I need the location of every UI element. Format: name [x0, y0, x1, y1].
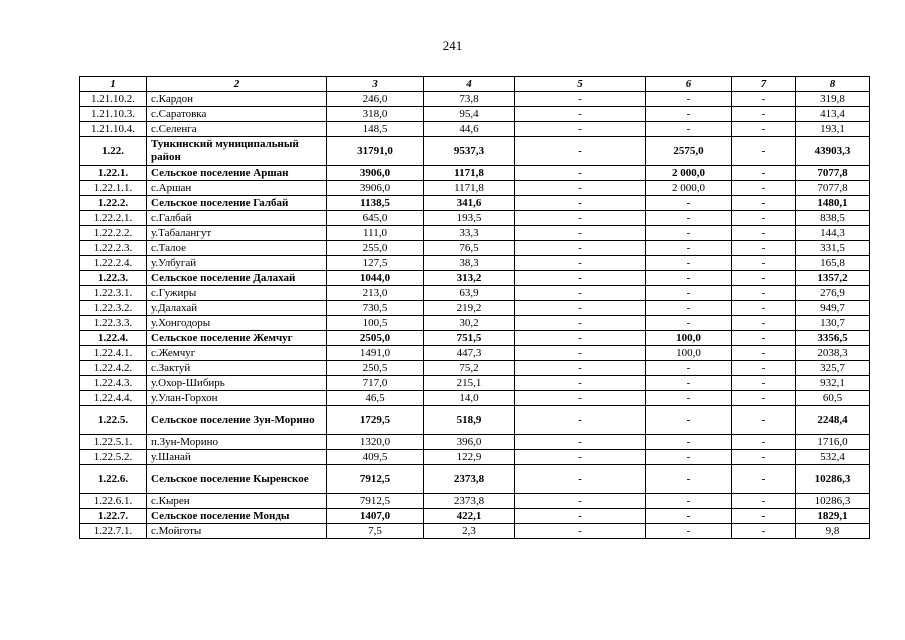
- table-row: [80, 465, 870, 494]
- col4-value-cell: 9537,3: [424, 137, 515, 166]
- header-cell: 1: [80, 77, 147, 92]
- col7-value-cell: -: [732, 435, 796, 450]
- row-name-cell: с.Саратовка: [147, 107, 327, 122]
- col7-value-cell: -: [732, 346, 796, 361]
- table-row: [80, 450, 870, 465]
- row-code-cell: 1.22.2.3.: [80, 241, 147, 256]
- row-name-cell: у.Далахай: [147, 301, 327, 316]
- col6-value-cell: -: [646, 92, 732, 107]
- col6-value-cell: -: [646, 122, 732, 137]
- col3-value-cell: 46,5: [327, 391, 424, 406]
- col6-value-cell: -: [646, 376, 732, 391]
- col4-value-cell: 33,3: [424, 226, 515, 241]
- col6-value-cell: -: [646, 271, 732, 286]
- total-value-cell: 2038,3: [796, 346, 870, 361]
- col7-value-cell: -: [732, 465, 796, 494]
- row-code-cell: 1.22.5.2.: [80, 450, 147, 465]
- col4-value-cell: 30,2: [424, 316, 515, 331]
- row-code-cell: 1.21.10.2.: [80, 92, 147, 107]
- row-name-cell: Сельское поселение Кыренское: [147, 465, 327, 494]
- col6-value-cell: -: [646, 211, 732, 226]
- total-value-cell: 1480,1: [796, 196, 870, 211]
- header-cell: 7: [732, 77, 796, 92]
- col4-value-cell: 2,3: [424, 524, 515, 539]
- table-row: [80, 196, 870, 211]
- row-code-cell: 1.22.3.1.: [80, 286, 147, 301]
- col6-value-cell: -: [646, 509, 732, 524]
- col4-value-cell: 73,8: [424, 92, 515, 107]
- table-row: [80, 181, 870, 196]
- row-code-cell: 1.22.3.3.: [80, 316, 147, 331]
- col4-value-cell: 313,2: [424, 271, 515, 286]
- total-value-cell: 165,8: [796, 256, 870, 271]
- page-number: 241: [442, 38, 463, 53]
- col3-value-cell: 2505,0: [327, 331, 424, 346]
- col4-value-cell: 122,9: [424, 450, 515, 465]
- col3-value-cell: 645,0: [327, 211, 424, 226]
- col4-value-cell: 751,5: [424, 331, 515, 346]
- col5-value-cell: -: [515, 107, 646, 122]
- col6-value-cell: -: [646, 494, 732, 509]
- col4-value-cell: 75,2: [424, 361, 515, 376]
- col3-value-cell: 7912,5: [327, 494, 424, 509]
- table-row: [80, 166, 870, 181]
- col7-value-cell: -: [732, 301, 796, 316]
- row-name-cell: с.Галбай: [147, 211, 327, 226]
- col5-value-cell: -: [515, 256, 646, 271]
- col5-value-cell: -: [515, 196, 646, 211]
- table-row: [80, 256, 870, 271]
- table-row: [80, 435, 870, 450]
- col3-value-cell: 7,5: [327, 524, 424, 539]
- col6-value-cell: -: [646, 435, 732, 450]
- col5-value-cell: -: [515, 346, 646, 361]
- col3-value-cell: 1044,0: [327, 271, 424, 286]
- col3-value-cell: 1729,5: [327, 406, 424, 435]
- col3-value-cell: 3906,0: [327, 166, 424, 181]
- col3-value-cell: 3906,0: [327, 181, 424, 196]
- total-value-cell: 10286,3: [796, 465, 870, 494]
- col3-value-cell: 250,5: [327, 361, 424, 376]
- col6-value-cell: -: [646, 406, 732, 435]
- total-value-cell: 331,5: [796, 241, 870, 256]
- header-cell: 4: [424, 77, 515, 92]
- col7-value-cell: -: [732, 316, 796, 331]
- col6-value-cell: -: [646, 286, 732, 301]
- row-name-cell: у.Улан-Горхон: [147, 391, 327, 406]
- col4-value-cell: 396,0: [424, 435, 515, 450]
- col3-value-cell: 127,5: [327, 256, 424, 271]
- row-code-cell: 1.22.7.1.: [80, 524, 147, 539]
- col6-value-cell: 2575,0: [646, 137, 732, 166]
- total-value-cell: 10286,3: [796, 494, 870, 509]
- row-code-cell: 1.22.4.1.: [80, 346, 147, 361]
- total-value-cell: 838,5: [796, 211, 870, 226]
- row-code-cell: 1.22.6.1.: [80, 494, 147, 509]
- col6-value-cell: -: [646, 361, 732, 376]
- col5-value-cell: -: [515, 301, 646, 316]
- col4-value-cell: 1171,8: [424, 181, 515, 196]
- row-code-cell: 1.21.10.3.: [80, 107, 147, 122]
- col5-value-cell: -: [515, 166, 646, 181]
- row-code-cell: 1.22.2.1.: [80, 211, 147, 226]
- table-row: [80, 286, 870, 301]
- col5-value-cell: -: [515, 361, 646, 376]
- table-header-row: [80, 77, 870, 92]
- total-value-cell: 413,4: [796, 107, 870, 122]
- budget-table: [79, 76, 870, 539]
- table-row: [80, 271, 870, 286]
- col6-value-cell: -: [646, 196, 732, 211]
- total-value-cell: 9,8: [796, 524, 870, 539]
- col5-value-cell: -: [515, 316, 646, 331]
- col6-value-cell: -: [646, 316, 732, 331]
- row-code-cell: 1.22.1.1.: [80, 181, 147, 196]
- col6-value-cell: -: [646, 465, 732, 494]
- total-value-cell: 325,7: [796, 361, 870, 376]
- row-name-cell: у.Табалангут: [147, 226, 327, 241]
- row-code-cell: 1.22.4.: [80, 331, 147, 346]
- row-code-cell: 1.22.2.2.: [80, 226, 147, 241]
- col7-value-cell: -: [732, 92, 796, 107]
- col3-value-cell: 717,0: [327, 376, 424, 391]
- col6-value-cell: -: [646, 226, 732, 241]
- col4-value-cell: 193,5: [424, 211, 515, 226]
- row-code-cell: 1.22.7.: [80, 509, 147, 524]
- row-name-cell: у.Шанай: [147, 450, 327, 465]
- col3-value-cell: 1407,0: [327, 509, 424, 524]
- table-row: [80, 494, 870, 509]
- col7-value-cell: -: [732, 494, 796, 509]
- col5-value-cell: -: [515, 226, 646, 241]
- col5-value-cell: -: [515, 286, 646, 301]
- table-row: [80, 122, 870, 137]
- row-name-cell: с.Гужиры: [147, 286, 327, 301]
- col6-value-cell: -: [646, 107, 732, 122]
- row-name-cell: Сельское поселение Галбай: [147, 196, 327, 211]
- table-row: [80, 301, 870, 316]
- row-code-cell: 1.22.2.: [80, 196, 147, 211]
- col4-value-cell: 219,2: [424, 301, 515, 316]
- table-row: [80, 316, 870, 331]
- row-name-cell: с.Селенга: [147, 122, 327, 137]
- table-row: [80, 211, 870, 226]
- col3-value-cell: 213,0: [327, 286, 424, 301]
- col7-value-cell: -: [732, 122, 796, 137]
- col6-value-cell: -: [646, 301, 732, 316]
- row-name-cell: у.Хонгодоры: [147, 316, 327, 331]
- col5-value-cell: -: [515, 524, 646, 539]
- col6-value-cell: 100,0: [646, 331, 732, 346]
- col4-value-cell: 14,0: [424, 391, 515, 406]
- col5-value-cell: -: [515, 391, 646, 406]
- total-value-cell: 193,1: [796, 122, 870, 137]
- row-name-cell: с.Кардон: [147, 92, 327, 107]
- row-code-cell: 1.22.5.1.: [80, 435, 147, 450]
- col5-value-cell: -: [515, 211, 646, 226]
- total-value-cell: 43903,3: [796, 137, 870, 166]
- col7-value-cell: -: [732, 226, 796, 241]
- col7-value-cell: -: [732, 241, 796, 256]
- table-row: [80, 361, 870, 376]
- total-value-cell: 932,1: [796, 376, 870, 391]
- col4-value-cell: 38,3: [424, 256, 515, 271]
- total-value-cell: 7077,8: [796, 181, 870, 196]
- row-code-cell: 1.21.10.4.: [80, 122, 147, 137]
- col6-value-cell: 2 000,0: [646, 166, 732, 181]
- table-row: [80, 346, 870, 361]
- row-code-cell: 1.22.: [80, 137, 147, 166]
- col5-value-cell: -: [515, 137, 646, 166]
- col4-value-cell: 518,9: [424, 406, 515, 435]
- col7-value-cell: -: [732, 181, 796, 196]
- col4-value-cell: 2373,8: [424, 465, 515, 494]
- row-name-cell: п.Зун-Морино: [147, 435, 327, 450]
- col7-value-cell: -: [732, 331, 796, 346]
- total-value-cell: 3356,5: [796, 331, 870, 346]
- col3-value-cell: 1138,5: [327, 196, 424, 211]
- total-value-cell: 949,7: [796, 301, 870, 316]
- total-value-cell: 144,3: [796, 226, 870, 241]
- total-value-cell: 319,8: [796, 92, 870, 107]
- row-code-cell: 1.22.4.3.: [80, 376, 147, 391]
- row-code-cell: 1.22.4.2.: [80, 361, 147, 376]
- col5-value-cell: -: [515, 406, 646, 435]
- col5-value-cell: -: [515, 494, 646, 509]
- total-value-cell: 7077,8: [796, 166, 870, 181]
- total-value-cell: 1357,2: [796, 271, 870, 286]
- col3-value-cell: 255,0: [327, 241, 424, 256]
- total-value-cell: 532,4: [796, 450, 870, 465]
- header-cell: 2: [147, 77, 327, 92]
- col4-value-cell: 1171,8: [424, 166, 515, 181]
- col5-value-cell: -: [515, 450, 646, 465]
- col3-value-cell: 246,0: [327, 92, 424, 107]
- col4-value-cell: 2373,8: [424, 494, 515, 509]
- col5-value-cell: -: [515, 241, 646, 256]
- total-value-cell: 276,9: [796, 286, 870, 301]
- col5-value-cell: -: [515, 331, 646, 346]
- col3-value-cell: 730,5: [327, 301, 424, 316]
- col7-value-cell: -: [732, 376, 796, 391]
- col7-value-cell: -: [732, 196, 796, 211]
- col7-value-cell: -: [732, 391, 796, 406]
- row-name-cell: Сельское поселение Монды: [147, 509, 327, 524]
- table-row: [80, 524, 870, 539]
- table-row: [80, 241, 870, 256]
- table-row: [80, 107, 870, 122]
- row-name-cell: с.Аршан: [147, 181, 327, 196]
- header-cell: 5: [515, 77, 646, 92]
- row-name-cell: с.Кырен: [147, 494, 327, 509]
- row-name-cell: Тункинский муниципальный район: [147, 137, 327, 166]
- col3-value-cell: 148,5: [327, 122, 424, 137]
- col3-value-cell: 1491,0: [327, 346, 424, 361]
- col3-value-cell: 318,0: [327, 107, 424, 122]
- row-name-cell: у.Улбугай: [147, 256, 327, 271]
- col7-value-cell: -: [732, 211, 796, 226]
- header-cell: 3: [327, 77, 424, 92]
- table-row: [80, 391, 870, 406]
- col6-value-cell: 2 000,0: [646, 181, 732, 196]
- col7-value-cell: -: [732, 509, 796, 524]
- col5-value-cell: -: [515, 122, 646, 137]
- col4-value-cell: 63,9: [424, 286, 515, 301]
- col5-value-cell: -: [515, 181, 646, 196]
- col3-value-cell: 1320,0: [327, 435, 424, 450]
- row-code-cell: 1.22.6.: [80, 465, 147, 494]
- table-row: [80, 226, 870, 241]
- col4-value-cell: 341,6: [424, 196, 515, 211]
- col7-value-cell: -: [732, 406, 796, 435]
- row-name-cell: с.Талое: [147, 241, 327, 256]
- col4-value-cell: 447,3: [424, 346, 515, 361]
- col5-value-cell: -: [515, 465, 646, 494]
- row-code-cell: 1.22.1.: [80, 166, 147, 181]
- col7-value-cell: -: [732, 450, 796, 465]
- table-row: [80, 137, 870, 166]
- col3-value-cell: 111,0: [327, 226, 424, 241]
- header-cell: 8: [796, 77, 870, 92]
- total-value-cell: 1829,1: [796, 509, 870, 524]
- row-name-cell: с.Мойготы: [147, 524, 327, 539]
- col7-value-cell: -: [732, 286, 796, 301]
- col5-value-cell: -: [515, 92, 646, 107]
- col7-value-cell: -: [732, 256, 796, 271]
- col7-value-cell: -: [732, 137, 796, 166]
- col4-value-cell: 422,1: [424, 509, 515, 524]
- total-value-cell: 2248,4: [796, 406, 870, 435]
- col6-value-cell: -: [646, 391, 732, 406]
- total-value-cell: 1716,0: [796, 435, 870, 450]
- col5-value-cell: -: [515, 376, 646, 391]
- col5-value-cell: -: [515, 509, 646, 524]
- col7-value-cell: -: [732, 361, 796, 376]
- col7-value-cell: -: [732, 107, 796, 122]
- row-name-cell: Сельское поселение Зун-Морино: [147, 406, 327, 435]
- col6-value-cell: -: [646, 256, 732, 271]
- row-name-cell: с.Зактуй: [147, 361, 327, 376]
- col6-value-cell: 100,0: [646, 346, 732, 361]
- row-code-cell: 1.22.3.2.: [80, 301, 147, 316]
- header-cell: 6: [646, 77, 732, 92]
- row-name-cell: с.Жемчуг: [147, 346, 327, 361]
- col3-value-cell: 7912,5: [327, 465, 424, 494]
- col4-value-cell: 95,4: [424, 107, 515, 122]
- col3-value-cell: 31791,0: [327, 137, 424, 166]
- total-value-cell: 130,7: [796, 316, 870, 331]
- col7-value-cell: -: [732, 271, 796, 286]
- table-row: [80, 92, 870, 107]
- col3-value-cell: 100,5: [327, 316, 424, 331]
- row-name-cell: у.Охор-Шибирь: [147, 376, 327, 391]
- col3-value-cell: 409,5: [327, 450, 424, 465]
- row-name-cell: Сельское поселение Далахай: [147, 271, 327, 286]
- table-row: [80, 331, 870, 346]
- col6-value-cell: -: [646, 450, 732, 465]
- row-code-cell: 1.22.4.4.: [80, 391, 147, 406]
- col4-value-cell: 44,6: [424, 122, 515, 137]
- row-code-cell: 1.22.5.: [80, 406, 147, 435]
- col4-value-cell: 76,5: [424, 241, 515, 256]
- col6-value-cell: -: [646, 241, 732, 256]
- row-code-cell: 1.22.3.: [80, 271, 147, 286]
- row-name-cell: Сельское поселение Жемчуг: [147, 331, 327, 346]
- total-value-cell: 60,5: [796, 391, 870, 406]
- col7-value-cell: -: [732, 524, 796, 539]
- row-name-cell: Сельское поселение Аршан: [147, 166, 327, 181]
- table-row: [80, 376, 870, 391]
- col7-value-cell: -: [732, 166, 796, 181]
- row-code-cell: 1.22.2.4.: [80, 256, 147, 271]
- col4-value-cell: 215,1: [424, 376, 515, 391]
- table-row: [80, 509, 870, 524]
- col6-value-cell: -: [646, 524, 732, 539]
- col5-value-cell: -: [515, 435, 646, 450]
- table-row: [80, 406, 870, 435]
- col5-value-cell: -: [515, 271, 646, 286]
